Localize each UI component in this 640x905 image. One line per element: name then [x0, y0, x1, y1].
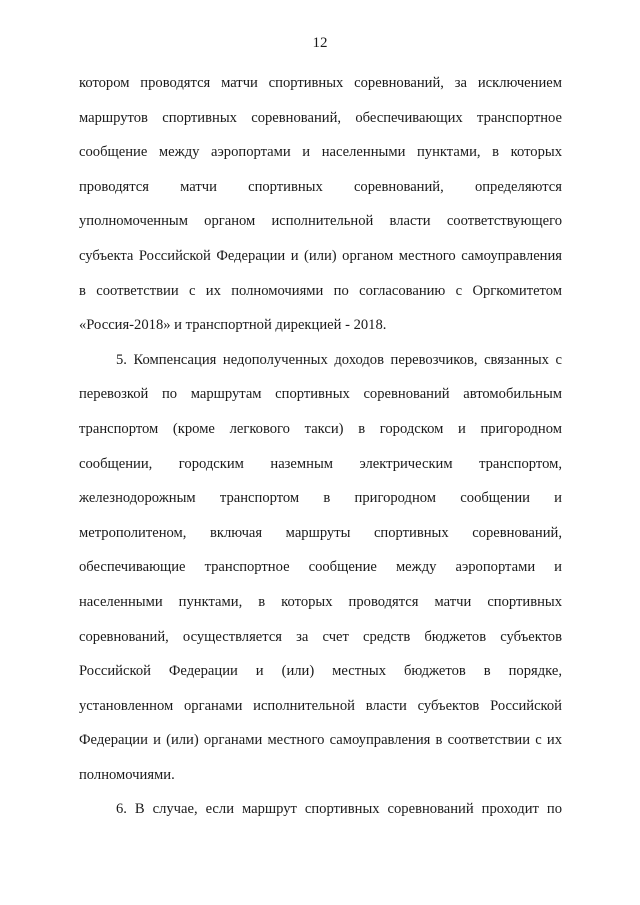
text-line: обеспечивающие транспортное сообщение между аэропортами и: [79, 559, 562, 576]
text-line: уполномоченным органом исполнительной власти соответствующего: [79, 213, 562, 230]
text-line: метрополитеном, включая маршруты спортивных соревнований,: [79, 524, 562, 541]
text-line: соревнований, осуществляется за счет средств бюджетов субъектов: [79, 628, 562, 645]
document-body: [79, 66, 562, 827]
text-line: населенными пунктами, в которых проводятся матчи спортивных: [79, 593, 562, 610]
text-line: Российской Федерации и (или) местных бюджетов в порядке,: [79, 663, 562, 680]
text-line: установленном органами исполнительной власти субъектов Российской: [79, 697, 562, 714]
text-line: «Россия-2018» и транспортной дирекцией - 2018.: [79, 317, 387, 334]
text-line: Федерации и (или) органами местного самоуправления в соответствии с их: [79, 732, 562, 749]
text-line: субъекта Российской Федерации и (или) органом местного самоуправления: [79, 247, 562, 264]
text-line: транспортом (кроме легкового такси) в городском и пригородном: [79, 420, 562, 437]
text-line: проводятся матчи спортивных соревнований, определяются: [79, 178, 562, 195]
page-number: 12: [312, 35, 328, 51]
text-line: железнодорожным транспортом в пригородном сообщении и: [79, 490, 562, 507]
paragraph-5-start: 5. Компенсация недополученных доходов перевозчиков, связанных с: [116, 351, 562, 368]
text-line: маршрутов спортивных соревнований, обеспечивающих транспортное: [79, 109, 562, 126]
text-line: в соответствии с их полномочиями по согласованию с Оргкомитетом: [79, 282, 562, 299]
text-line: перевозкой по маршрутам спортивных соревнований автомобильным: [79, 386, 562, 403]
text-line: сообщение между аэропортами и населенными пунктами, в которых: [79, 144, 562, 161]
text-line: полномочиями.: [79, 766, 175, 783]
text-line: котором проводятся матчи спортивных соревнований, за исключением: [79, 75, 562, 91]
text-line: сообщении, городским наземным электрическим транспортом,: [79, 455, 562, 472]
paragraph-6-start: 6. В случае, если маршрут спортивных соревнований проходит по: [116, 801, 562, 818]
